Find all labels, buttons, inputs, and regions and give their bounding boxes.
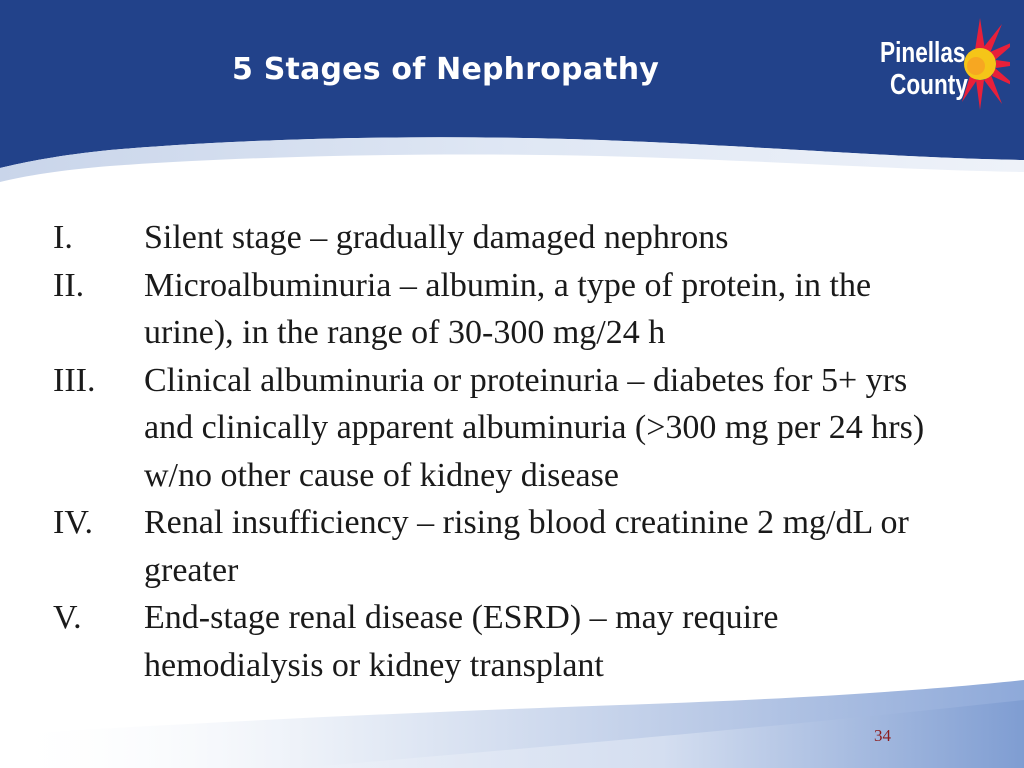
stage-numeral: V.	[53, 599, 82, 636]
page-number: 34	[874, 726, 891, 745]
stage-text: Renal insufficiency – rising blood creatinine 2 mg/dL or greater	[144, 504, 909, 589]
stage-text: Clinical albuminuria or proteinuria – diabetes for 5+ yrs and clinically apparent albuminuria (>300 mg per 24 hrs) w/no other cause of kidney disease	[144, 361, 925, 494]
stage-item	[53, 594, 963, 689]
stage-text: End-stage renal disease (ESRD) – may require hemodialysis or kidney transplant	[144, 599, 779, 684]
stage-numeral: I.	[53, 219, 73, 256]
logo-text-line2: County	[890, 69, 968, 101]
stage-item	[53, 262, 963, 357]
stage-text: Silent stage – gradually damaged nephrons	[144, 219, 729, 256]
slide-title: 5 Stages of Nephropathy	[232, 52, 660, 87]
stage-item	[53, 214, 963, 262]
stage-item	[53, 357, 963, 500]
stage-numeral: III.	[53, 361, 96, 399]
pinellas-county-logo	[864, 8, 1014, 118]
stage-text: Microalbuminuria – albumin, a type of protein, in the urine), in the range of 30-300 mg/24 h	[144, 266, 872, 351]
stages-list	[53, 214, 963, 689]
logo-text-line1: Pinellas	[880, 37, 966, 69]
stage-numeral: IV.	[53, 504, 93, 541]
stage-numeral: II.	[53, 266, 85, 304]
stage-item	[53, 499, 963, 594]
